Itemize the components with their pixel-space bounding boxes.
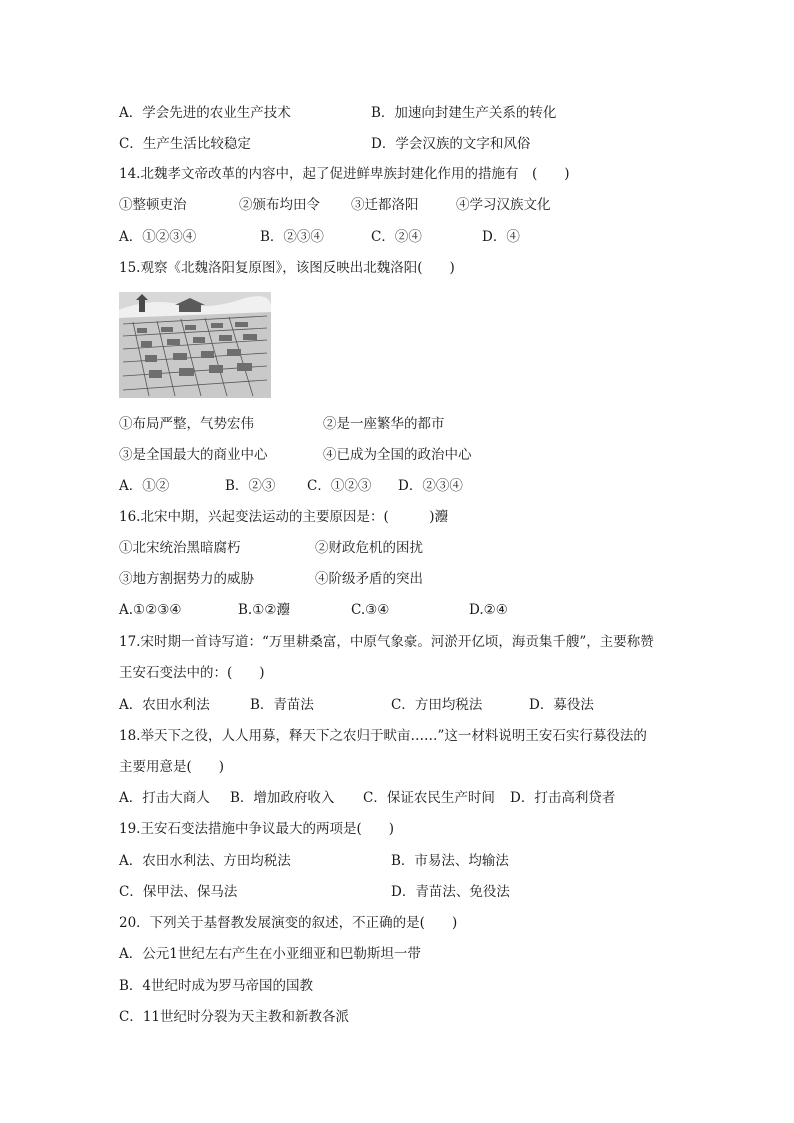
- q17-option-a: A．农田水利法: [119, 697, 210, 713]
- q14-option-a: A．①②③④: [119, 229, 197, 245]
- q18-stem-line-1: 18.举天下之役，人人用募，释天下之农归于畎亩……”这一材料说明王安石实行募役法的: [119, 728, 647, 744]
- q19-option-c: C．保甲法、保马法: [119, 884, 238, 900]
- q16-stray-mark: 灋: [434, 509, 449, 525]
- q17-option-c: C．方田均税法: [391, 697, 483, 713]
- q14-item-2: ②颁布均田令: [239, 197, 320, 213]
- q13-option-a: A．学会先进的农业生产技术: [119, 105, 291, 121]
- q15-item-3: ③是全国最大的商业中心: [119, 447, 268, 463]
- q14-option-d: D．④: [482, 229, 520, 245]
- q18-option-b: B．增加政府收入: [230, 790, 335, 806]
- q16-item-2: ②财政危机的困扰: [315, 540, 423, 556]
- q15-item-2: ②是一座繁华的都市: [323, 416, 445, 432]
- q17-stem-line-2: 王安石变法中的：( ): [119, 665, 265, 681]
- q16-option-d: D.②④: [469, 602, 508, 618]
- q15-stem: 15.观察《北魏洛阳复原图》，该图反映出北魏洛阳( ): [119, 260, 455, 276]
- q19-option-b: B．市易法、均输法: [391, 853, 509, 869]
- q19-stem: 19.王安石变法措施中争议最大的两项是( ): [119, 821, 395, 837]
- q20-option-a: A．公元1世纪左右产生在小亚细亚和巴勒斯坦一带: [119, 946, 421, 962]
- q15-option-d: D．②③④: [398, 478, 463, 494]
- q14-option-b: B．②③④: [260, 229, 324, 245]
- q18-option-c: C．保证农民生产时间: [363, 790, 495, 806]
- q20-option-b: B．4世纪时成为罗马帝国的国教: [119, 978, 314, 994]
- q15-option-a: A．①②: [119, 478, 170, 494]
- luoyang-reconstruction-sketch: [119, 292, 271, 398]
- q20-option-c: C．11世纪时分裂为天主教和新教各派: [119, 1009, 350, 1025]
- q19-option-d: D．青苗法、免役法: [391, 884, 510, 900]
- q16-option-a: A.①②③④: [119, 602, 182, 618]
- q13-option-b: B．加速向封建生产关系的转化: [371, 105, 557, 121]
- q14-option-c: C．②④: [371, 229, 422, 245]
- q15-option-c: C．①②③: [307, 478, 372, 494]
- q20-stem: 20．下列关于基督教发展演变的叙述，不正确的是( ): [119, 915, 458, 931]
- q16-stem: [119, 508, 448, 526]
- q16-option-b: [238, 601, 290, 619]
- q16-stem-text: 16.北宋中期，兴起变法运动的主要原因是：( ): [119, 509, 435, 525]
- q14-stem: 14.北魏孝文帝改革的内容中，起了促进鲜卑族封建化作用的措施有 ( ): [119, 166, 570, 182]
- q14-item-4: ④学习汉族文化: [456, 197, 551, 213]
- q15-option-b: B．②③: [225, 478, 276, 494]
- q15-item-1: ①布局严整，气势宏伟: [119, 416, 254, 432]
- q19-option-a: A．农田水利法、方田均税法: [119, 853, 291, 869]
- q13-option-d: D．学会汉族的文字和风俗: [371, 136, 531, 152]
- q17-option-b: B．青苗法: [250, 697, 314, 713]
- q14-item-3: ③迁都洛阳: [351, 197, 419, 213]
- q16-option-b-text: B.①②: [238, 602, 277, 618]
- q18-option-a: A．打击大商人: [119, 790, 210, 806]
- q16-option-b-stray-mark: 灋: [276, 602, 290, 618]
- q17-option-d: D．募役法: [529, 697, 594, 713]
- q18-option-d: D．打击高利贷者: [510, 790, 616, 806]
- q14-item-1: ①整顿吏治: [119, 197, 187, 213]
- q16-option-c: C.③④: [351, 602, 390, 618]
- q16-item-1: ①北宋统治黑暗腐朽: [119, 540, 241, 556]
- q16-item-3: ③地方割据势力的威胁: [119, 571, 254, 587]
- q18-stem-line-2: 主要用意是( ): [119, 759, 225, 775]
- q15-item-4: ④已成为全国的政治中心: [323, 447, 472, 463]
- q17-stem-line-1: 17.宋时期一首诗写道：“万里耕桑富，中原气象豪。河淤开亿顷，海贡集千艘”，主要称赞: [119, 634, 654, 650]
- q13-option-c: C．生产生活比较稳定: [119, 136, 251, 152]
- q16-item-4: ④阶级矛盾的突出: [315, 571, 423, 587]
